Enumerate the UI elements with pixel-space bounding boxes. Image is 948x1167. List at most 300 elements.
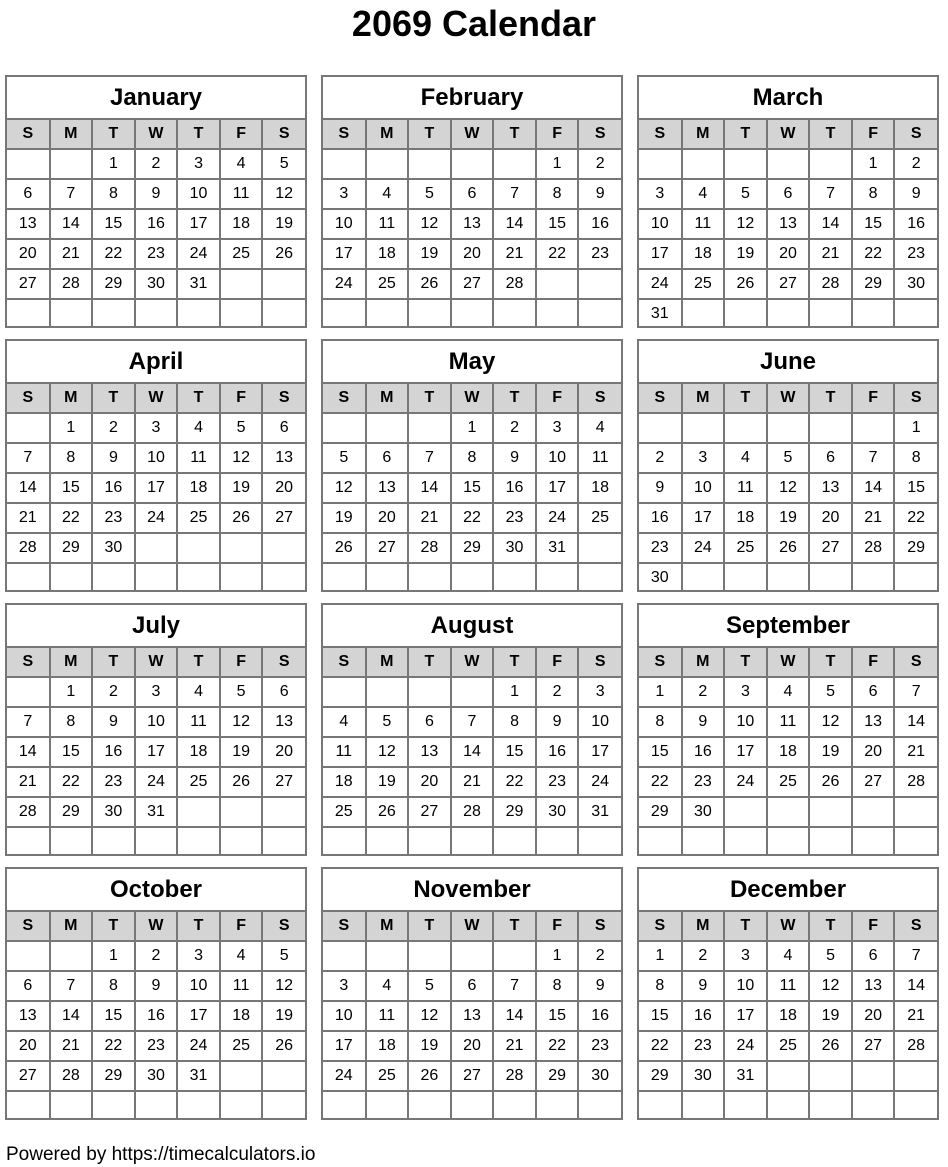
week-row — [639, 299, 937, 328]
day-cell: 9 — [92, 443, 135, 473]
month-february — [321, 75, 623, 328]
day-cell: 22 — [50, 767, 93, 797]
day-cell — [767, 149, 810, 179]
day-cell: 4 — [177, 413, 220, 443]
weekday-header-row — [639, 383, 937, 413]
week-row — [7, 503, 305, 533]
day-cell: 12 — [809, 971, 852, 1001]
month-name: March — [752, 84, 824, 111]
month-table — [7, 382, 305, 592]
day-cell: 7 — [894, 677, 937, 707]
weekday-header: T — [177, 911, 220, 941]
weekday-header: S — [578, 383, 621, 413]
day-cell: 13 — [852, 707, 895, 737]
week-row — [639, 1031, 937, 1061]
day-cell — [536, 1091, 579, 1120]
day-cell: 3 — [323, 179, 366, 209]
weekday-header: F — [220, 119, 263, 149]
week-row — [323, 413, 621, 443]
day-cell: 6 — [451, 179, 494, 209]
day-cell: 31 — [177, 269, 220, 299]
day-cell — [408, 563, 451, 592]
day-cell: 9 — [135, 179, 178, 209]
day-cell: 30 — [92, 533, 135, 563]
day-cell — [7, 1091, 50, 1120]
day-cell — [177, 533, 220, 563]
day-cell: 24 — [682, 533, 725, 563]
month-name: February — [420, 84, 524, 111]
day-cell — [7, 413, 50, 443]
day-cell — [262, 533, 305, 563]
day-cell: 2 — [894, 149, 937, 179]
day-cell: 10 — [323, 1001, 366, 1031]
day-cell: 12 — [262, 971, 305, 1001]
day-cell: 8 — [536, 971, 579, 1001]
weekday-header: M — [682, 647, 725, 677]
day-cell: 16 — [493, 473, 536, 503]
week-row — [639, 677, 937, 707]
week-row — [323, 1031, 621, 1061]
day-cell: 5 — [366, 707, 409, 737]
weekday-header: F — [852, 119, 895, 149]
day-cell: 20 — [7, 239, 50, 269]
day-cell: 25 — [578, 503, 621, 533]
day-cell — [323, 299, 366, 328]
day-cell: 9 — [639, 473, 682, 503]
day-cell — [323, 563, 366, 592]
weekday-header: S — [323, 911, 366, 941]
day-cell: 22 — [536, 1031, 579, 1061]
weekday-header: W — [135, 647, 178, 677]
weekday-header: W — [135, 383, 178, 413]
weekday-header: T — [408, 647, 451, 677]
day-cell: 27 — [451, 1061, 494, 1091]
weekday-header-row — [323, 911, 621, 941]
day-cell — [536, 563, 579, 592]
week-row — [639, 827, 937, 856]
week-row — [7, 767, 305, 797]
day-cell: 15 — [493, 737, 536, 767]
weekday-header: M — [50, 647, 93, 677]
day-cell: 22 — [50, 503, 93, 533]
weekday-header: W — [767, 119, 810, 149]
day-cell: 14 — [852, 473, 895, 503]
day-cell: 25 — [323, 797, 366, 827]
day-cell: 29 — [639, 797, 682, 827]
day-cell — [639, 149, 682, 179]
day-cell: 28 — [50, 269, 93, 299]
week-row — [7, 1061, 305, 1091]
day-cell: 20 — [7, 1031, 50, 1061]
week-row — [7, 563, 305, 592]
weekday-header: T — [408, 383, 451, 413]
day-cell: 20 — [451, 1031, 494, 1061]
day-cell: 15 — [536, 209, 579, 239]
month-table — [323, 382, 621, 592]
weekday-header: T — [493, 383, 536, 413]
day-cell: 27 — [262, 767, 305, 797]
weekday-header: T — [177, 383, 220, 413]
day-cell: 7 — [451, 707, 494, 737]
day-cell: 19 — [262, 209, 305, 239]
day-cell — [408, 677, 451, 707]
day-cell: 27 — [7, 269, 50, 299]
week-row — [639, 1061, 937, 1091]
weekday-header: T — [809, 383, 852, 413]
day-cell: 23 — [578, 1031, 621, 1061]
weekday-header-row — [323, 119, 621, 149]
day-cell: 2 — [92, 677, 135, 707]
month-table — [323, 910, 621, 1120]
week-row — [639, 443, 937, 473]
day-cell — [767, 413, 810, 443]
day-cell: 20 — [852, 737, 895, 767]
day-cell — [220, 797, 263, 827]
day-cell: 23 — [639, 533, 682, 563]
day-cell: 23 — [682, 767, 725, 797]
day-cell — [724, 827, 767, 856]
week-row — [323, 797, 621, 827]
day-cell — [809, 149, 852, 179]
day-cell: 20 — [262, 473, 305, 503]
week-row — [639, 269, 937, 299]
weekday-header: F — [852, 647, 895, 677]
day-cell: 16 — [639, 503, 682, 533]
week-row — [639, 179, 937, 209]
day-cell — [92, 827, 135, 856]
day-cell — [639, 1091, 682, 1120]
week-row — [639, 413, 937, 443]
month-october — [5, 867, 307, 1120]
day-cell: 17 — [682, 503, 725, 533]
weekday-header-row — [639, 911, 937, 941]
day-cell: 27 — [767, 269, 810, 299]
day-cell: 5 — [323, 443, 366, 473]
weekday-header: F — [536, 911, 579, 941]
week-row — [323, 1091, 621, 1120]
day-cell: 1 — [894, 413, 937, 443]
day-cell: 2 — [682, 677, 725, 707]
day-cell: 1 — [451, 413, 494, 443]
day-cell — [92, 299, 135, 328]
day-cell: 8 — [852, 179, 895, 209]
day-cell: 16 — [92, 473, 135, 503]
day-cell — [894, 1061, 937, 1091]
day-cell — [809, 827, 852, 856]
day-cell: 30 — [682, 1061, 725, 1091]
day-cell — [767, 797, 810, 827]
weekday-header: W — [451, 119, 494, 149]
day-cell: 6 — [767, 179, 810, 209]
day-cell: 21 — [451, 767, 494, 797]
week-row — [323, 473, 621, 503]
weekday-header: T — [92, 647, 135, 677]
day-cell: 21 — [50, 239, 93, 269]
week-row — [323, 707, 621, 737]
day-cell: 18 — [682, 239, 725, 269]
day-cell: 18 — [220, 1001, 263, 1031]
day-cell: 26 — [408, 1061, 451, 1091]
week-row — [7, 737, 305, 767]
month-name: June — [759, 348, 816, 375]
day-cell: 15 — [92, 209, 135, 239]
month-november — [321, 867, 623, 1120]
day-cell — [366, 827, 409, 856]
day-cell: 29 — [50, 533, 93, 563]
month-table — [639, 118, 937, 328]
day-cell: 14 — [493, 1001, 536, 1031]
day-cell: 15 — [639, 737, 682, 767]
day-cell: 21 — [7, 503, 50, 533]
day-cell: 20 — [809, 503, 852, 533]
day-cell — [220, 1061, 263, 1091]
day-cell: 27 — [408, 797, 451, 827]
day-cell: 3 — [724, 677, 767, 707]
day-cell — [323, 1091, 366, 1120]
day-cell: 14 — [7, 473, 50, 503]
week-row — [7, 797, 305, 827]
day-cell: 20 — [366, 503, 409, 533]
day-cell: 27 — [852, 767, 895, 797]
day-cell — [852, 413, 895, 443]
weekday-header: F — [220, 911, 263, 941]
day-cell — [767, 1061, 810, 1091]
day-cell: 28 — [493, 1061, 536, 1091]
day-cell: 25 — [177, 503, 220, 533]
day-cell: 27 — [451, 269, 494, 299]
day-cell: 18 — [220, 209, 263, 239]
month-july — [5, 603, 307, 856]
day-cell: 17 — [724, 737, 767, 767]
day-cell — [852, 797, 895, 827]
day-cell — [7, 677, 50, 707]
day-cell: 4 — [366, 179, 409, 209]
day-cell: 28 — [894, 767, 937, 797]
day-cell: 24 — [724, 767, 767, 797]
day-cell: 25 — [366, 269, 409, 299]
day-cell: 15 — [92, 1001, 135, 1031]
day-cell: 29 — [92, 1061, 135, 1091]
day-cell: 9 — [536, 707, 579, 737]
day-cell: 26 — [220, 767, 263, 797]
month-september — [637, 603, 939, 856]
day-cell: 2 — [536, 677, 579, 707]
month-january — [5, 75, 307, 328]
weekday-header: T — [408, 119, 451, 149]
day-cell: 8 — [50, 443, 93, 473]
day-cell: 5 — [408, 179, 451, 209]
day-cell: 10 — [536, 443, 579, 473]
day-cell: 26 — [767, 533, 810, 563]
day-cell: 4 — [177, 677, 220, 707]
day-cell: 4 — [767, 677, 810, 707]
week-row — [323, 149, 621, 179]
day-cell: 24 — [578, 767, 621, 797]
weekday-header-row — [639, 119, 937, 149]
day-cell: 11 — [220, 179, 263, 209]
day-cell: 27 — [7, 1061, 50, 1091]
day-cell: 4 — [682, 179, 725, 209]
day-cell: 8 — [92, 179, 135, 209]
weekday-header-row — [323, 383, 621, 413]
day-cell — [852, 299, 895, 328]
weekday-header: W — [135, 911, 178, 941]
day-cell: 30 — [894, 269, 937, 299]
week-row — [323, 533, 621, 563]
weekday-header: M — [50, 119, 93, 149]
weekday-header: S — [323, 119, 366, 149]
day-cell: 25 — [724, 533, 767, 563]
weekday-header: M — [50, 383, 93, 413]
day-cell: 23 — [92, 503, 135, 533]
week-row — [323, 503, 621, 533]
weekday-header: S — [894, 647, 937, 677]
day-cell — [262, 269, 305, 299]
day-cell: 21 — [493, 239, 536, 269]
week-row — [639, 209, 937, 239]
day-cell — [7, 149, 50, 179]
day-cell: 1 — [493, 677, 536, 707]
day-cell — [220, 1091, 263, 1120]
day-cell: 26 — [809, 767, 852, 797]
day-cell — [894, 1091, 937, 1120]
week-row — [7, 149, 305, 179]
week-row — [323, 737, 621, 767]
day-cell: 23 — [536, 767, 579, 797]
day-cell: 16 — [135, 1001, 178, 1031]
day-cell: 20 — [408, 767, 451, 797]
month-name: December — [729, 876, 847, 903]
week-row — [323, 239, 621, 269]
day-cell: 28 — [894, 1031, 937, 1061]
day-cell — [767, 299, 810, 328]
weekday-header-row — [323, 647, 621, 677]
day-cell — [7, 941, 50, 971]
weekday-header: W — [767, 383, 810, 413]
day-cell: 30 — [135, 269, 178, 299]
month-name: January — [109, 84, 203, 111]
day-cell: 22 — [536, 239, 579, 269]
day-cell: 15 — [451, 473, 494, 503]
week-row — [323, 179, 621, 209]
day-cell: 10 — [578, 707, 621, 737]
day-cell: 21 — [7, 767, 50, 797]
day-cell: 26 — [366, 797, 409, 827]
day-cell — [493, 827, 536, 856]
day-cell: 15 — [852, 209, 895, 239]
week-row — [639, 941, 937, 971]
day-cell: 25 — [220, 1031, 263, 1061]
weekday-header: T — [809, 647, 852, 677]
week-row — [7, 299, 305, 328]
day-cell: 3 — [135, 413, 178, 443]
day-cell: 11 — [578, 443, 621, 473]
day-cell: 6 — [852, 941, 895, 971]
day-cell: 21 — [852, 503, 895, 533]
day-cell — [135, 299, 178, 328]
weekday-header: T — [92, 911, 135, 941]
month-name: October — [109, 876, 202, 903]
day-cell: 25 — [366, 1061, 409, 1091]
day-cell — [262, 1061, 305, 1091]
day-cell: 7 — [493, 971, 536, 1001]
day-cell: 18 — [578, 473, 621, 503]
day-cell: 7 — [493, 179, 536, 209]
day-cell: 8 — [451, 443, 494, 473]
day-cell: 1 — [536, 941, 579, 971]
day-cell: 19 — [724, 239, 767, 269]
day-cell — [724, 563, 767, 592]
day-cell: 6 — [366, 443, 409, 473]
day-cell — [50, 827, 93, 856]
weekday-header: S — [639, 911, 682, 941]
weekday-header: S — [7, 911, 50, 941]
day-cell: 31 — [536, 533, 579, 563]
day-cell: 1 — [536, 149, 579, 179]
day-cell: 7 — [809, 179, 852, 209]
day-cell — [92, 1091, 135, 1120]
day-cell — [323, 827, 366, 856]
day-cell: 6 — [852, 677, 895, 707]
day-cell: 2 — [578, 149, 621, 179]
day-cell: 4 — [578, 413, 621, 443]
day-cell: 8 — [639, 971, 682, 1001]
weekday-header: M — [50, 911, 93, 941]
day-cell: 17 — [177, 209, 220, 239]
day-cell — [50, 299, 93, 328]
day-cell — [639, 413, 682, 443]
day-cell: 22 — [451, 503, 494, 533]
day-cell: 14 — [408, 473, 451, 503]
month-table — [639, 382, 937, 592]
day-cell: 8 — [536, 179, 579, 209]
weekday-header: T — [493, 647, 536, 677]
day-cell: 18 — [366, 1031, 409, 1061]
day-cell: 17 — [578, 737, 621, 767]
day-cell: 7 — [7, 707, 50, 737]
weekday-header: S — [262, 911, 305, 941]
week-row — [7, 473, 305, 503]
day-cell: 31 — [724, 1061, 767, 1091]
day-cell: 12 — [220, 707, 263, 737]
day-cell: 18 — [767, 737, 810, 767]
day-cell: 3 — [323, 971, 366, 1001]
day-cell: 1 — [92, 149, 135, 179]
day-cell: 5 — [767, 443, 810, 473]
weekday-header: S — [894, 383, 937, 413]
day-cell — [220, 533, 263, 563]
day-cell: 19 — [220, 737, 263, 767]
day-cell: 10 — [135, 707, 178, 737]
day-cell: 7 — [50, 971, 93, 1001]
weekday-header: F — [220, 383, 263, 413]
day-cell: 16 — [682, 1001, 725, 1031]
day-cell — [451, 563, 494, 592]
day-cell: 5 — [262, 941, 305, 971]
week-row — [323, 299, 621, 328]
day-cell — [852, 1091, 895, 1120]
week-row — [7, 1091, 305, 1120]
day-cell: 19 — [408, 1031, 451, 1061]
day-cell: 10 — [639, 209, 682, 239]
day-cell — [135, 827, 178, 856]
weekday-header: T — [809, 119, 852, 149]
day-cell: 18 — [177, 473, 220, 503]
day-cell: 10 — [135, 443, 178, 473]
day-cell: 15 — [50, 473, 93, 503]
weekday-header: W — [451, 647, 494, 677]
day-cell: 14 — [50, 209, 93, 239]
